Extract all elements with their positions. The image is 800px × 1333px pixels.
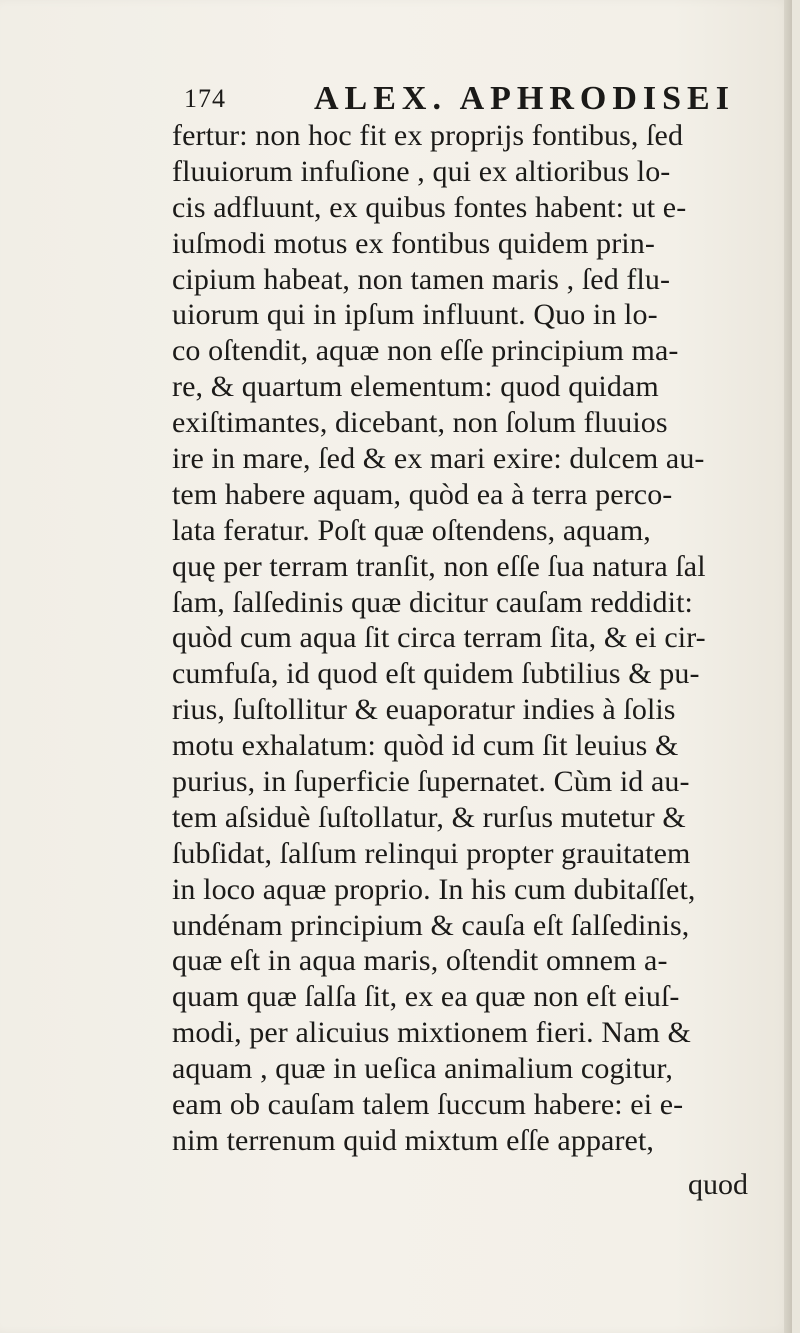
text-line: quę per terram tranſit, non eſſe ſua natura ſal — [172, 549, 706, 583]
text-line: ſubſidat, ſalſum relinqui propter grauitatem — [172, 836, 691, 870]
text-line: fluuiorum infuſione , qui ex altioribus lo- — [172, 154, 671, 188]
text-line: in loco aquæ proprio. In his cum dubitaſſet, — [172, 872, 696, 906]
running-head: ALEX. APHRODISEI — [314, 80, 735, 117]
text-line: tem habere aquam, quòd ea à terra perco- — [172, 477, 673, 511]
text-line: co oſtendit, aquæ non eſſe principium ma- — [172, 334, 679, 368]
page-header — [184, 80, 744, 120]
text-line: nim terrenum quid mixtum eſſe apparet, — [172, 1123, 654, 1157]
page-number: 174 — [184, 84, 226, 113]
text-line: re, & quartum elementum: quod quidam — [172, 370, 659, 404]
text-line: rius, ſuſtollitur & euaporatur indies à ſolis — [172, 693, 676, 727]
text-line: cumfuſa, id quod eſt quidem ſubtilius & pu- — [172, 657, 700, 691]
text-line: cipium habeat, non tamen maris , ſed flu- — [172, 262, 671, 296]
text-line: eam ob cauſam talem ſuccum habere: ei e- — [172, 1088, 684, 1122]
text-line: purius, in ſuperficie ſupernatet. Cùm id au- — [172, 765, 690, 799]
text-line: modi, per alicuius mixtionem fieri. Nam & — [172, 1016, 691, 1050]
text-line: lata feratur. Poſt quæ oſtendens, aquam, — [172, 513, 651, 547]
text-line: cis adfluunt, ex quibus fontes habent: ut e- — [172, 190, 687, 224]
text-line: motu exhalatum: quòd id cum ſit leuius & — [172, 729, 679, 763]
catchword: quod — [688, 1168, 748, 1201]
text-line: quam quæ ſalſa ſit, ex ea quæ non eſt eiuſ- — [172, 980, 680, 1014]
page-edge — [784, 0, 792, 1333]
text-line: fertur: non hoc fit ex proprijs fontibus, ſed — [172, 119, 684, 152]
text-line: aquam , quæ in ueſica animalium cogitur, — [172, 1052, 674, 1086]
text-line: quæ eſt in aqua maris, oſtendit omnem a- — [172, 944, 668, 978]
text-line: uiorum qui in ipſum influunt. Quo in lo- — [172, 298, 658, 332]
text-line: tem aſsiduè ſuſtollatur, & rurſus mutetur & — [172, 800, 686, 834]
text-line: quòd cum aqua ſit circa terram ſita, & ei cir- — [172, 621, 706, 655]
text-line: undénam principium & cauſa eſt ſalſedinis, — [172, 908, 690, 942]
body-text — [172, 118, 772, 1159]
text-line: iuſmodi motus ex fontibus quidem prin- — [172, 226, 655, 260]
text-line: ſam, ſalſedinis quæ dicitur cauſam reddidit: — [172, 585, 693, 619]
text-line: ire in mare, ſed & ex mari exire: dulcem au- — [172, 442, 705, 476]
text-line: exiſtimantes, dicebant, non ſolum fluuios — [172, 406, 668, 440]
